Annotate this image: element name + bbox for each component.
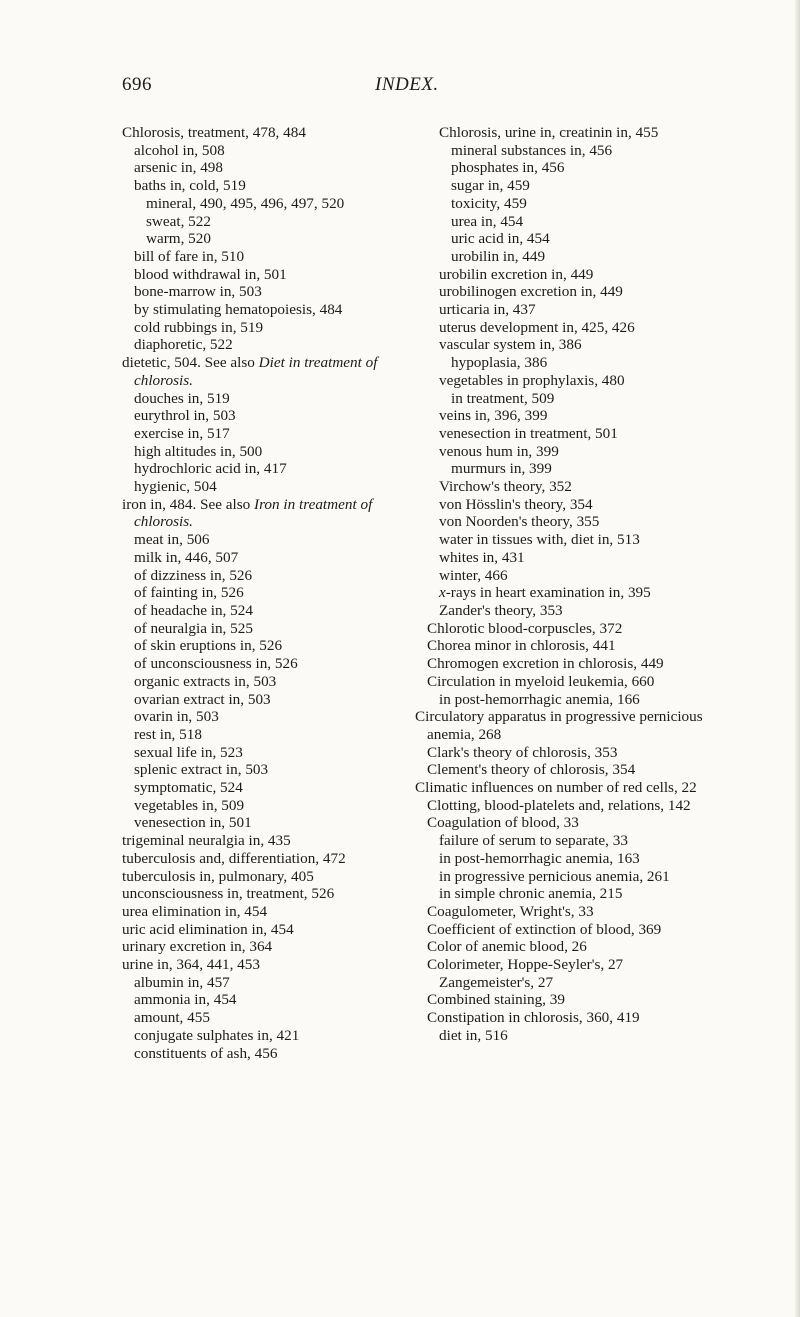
index-entry xyxy=(427,336,739,354)
index-entry xyxy=(427,655,739,673)
index-entry xyxy=(122,336,412,354)
index-entry xyxy=(427,195,739,213)
index-entry xyxy=(122,478,412,496)
index-entry-text: mineral, 490, 495, 496, 497, 520 xyxy=(146,194,345,212)
index-entry-text: Clark's theory of chlorosis, 353 xyxy=(427,743,618,761)
index-entry-text: trigeminal neuralgia in, 435 xyxy=(122,832,291,850)
index-entry xyxy=(427,177,739,195)
index-entry-text: von Noorden's theory, 355 xyxy=(439,513,600,531)
index-entry-text: Coagulation of blood, 33 xyxy=(427,814,579,832)
index-column-left xyxy=(122,124,412,1062)
index-entry xyxy=(122,283,412,301)
index-entry-text: urinary excretion in, 364 xyxy=(122,938,273,956)
index-entry xyxy=(427,283,739,301)
index-entry xyxy=(122,620,412,638)
index-entry xyxy=(122,868,412,886)
index-entry xyxy=(122,159,412,177)
index-entry xyxy=(427,673,739,691)
index-entry xyxy=(427,850,739,868)
index-entry-text: bone-marrow in, 503 xyxy=(134,283,262,301)
index-entry-text: whites in, 431 xyxy=(439,548,525,566)
index-entry-text: cold rubbings in, 519 xyxy=(134,318,264,336)
index-entry-cross-reference: Diet in treatment of chlorosis. xyxy=(134,354,378,389)
index-entry-text: toxicity, 459 xyxy=(451,194,527,212)
index-entry xyxy=(427,460,739,478)
index-entry-text: hydrochloric acid in, 417 xyxy=(134,460,287,478)
index-entry xyxy=(122,443,412,461)
index-entry-text: urea elimination in, 454 xyxy=(122,902,268,920)
index-entry-text: of headache in, 524 xyxy=(134,601,253,619)
index-entry-text: unconsciousness in, treatment, 526 xyxy=(122,885,335,903)
index-entry xyxy=(427,991,739,1009)
index-entry-text: iron in, 484. See also xyxy=(122,495,255,513)
index-entry xyxy=(427,797,739,815)
index-entry-text: diaphoretic, 522 xyxy=(134,336,233,354)
index-entry-text: symptomatic, 524 xyxy=(134,779,243,797)
index-entry xyxy=(122,1027,412,1045)
index-entry-text: urea in, 454 xyxy=(451,212,524,230)
index-entry-text: Chlorosis, urine in, creatinin in, 455 xyxy=(439,124,659,141)
index-entry-cross-reference: Iron in treatment of chlorosis. xyxy=(134,495,373,531)
index-entry xyxy=(122,213,412,231)
index-entry xyxy=(427,814,739,832)
index-entry xyxy=(427,921,739,939)
index-entry xyxy=(122,496,412,531)
index-entry xyxy=(427,956,739,974)
index-entry xyxy=(427,868,739,886)
index-entry-text: organic extracts in, 503 xyxy=(134,672,277,690)
index-entry-text: Coefficient of extinction of blood, 369 xyxy=(427,920,662,938)
index-entry xyxy=(427,567,739,585)
index-entry xyxy=(427,637,739,655)
index-entry-text: albumin in, 457 xyxy=(134,973,230,991)
index-entry xyxy=(427,744,739,762)
index-entry xyxy=(122,354,412,389)
index-entry xyxy=(122,301,412,319)
index-entry-text: bill of fare in, 510 xyxy=(134,247,245,265)
index-entry-text: murmurs in, 399 xyxy=(451,460,552,478)
index-entry-text: Constipation in chlorosis, 360, 419 xyxy=(427,1009,640,1027)
index-entry xyxy=(427,142,739,160)
index-entry-text: high altitudes in, 500 xyxy=(134,442,263,460)
index-entry xyxy=(427,372,739,390)
index-entry xyxy=(415,779,739,797)
index-entry-text: in post-hemorrhagic anemia, 166 xyxy=(439,690,640,708)
index-entry xyxy=(122,531,412,549)
index-entry-text: in treatment, 509 xyxy=(451,389,555,407)
index-entry-text: warm, 520 xyxy=(146,230,211,248)
index-entry-text: baths in, cold, 519 xyxy=(134,177,246,195)
index-entry xyxy=(427,974,739,992)
index-entry-text: amount, 455 xyxy=(134,1009,210,1027)
index-entry-text: douches in, 519 xyxy=(134,389,230,407)
index-entry-text: -rays in heart examination in, 395 xyxy=(445,584,651,602)
index-entry xyxy=(122,637,412,655)
index-entry xyxy=(122,673,412,691)
index-entry xyxy=(122,549,412,567)
index-entry xyxy=(427,584,739,602)
index-entry-text: splenic extract in, 503 xyxy=(134,761,269,779)
index-entry-text: uric acid in, 454 xyxy=(451,230,550,248)
index-entry-text: urticaria in, 437 xyxy=(439,301,536,319)
index-entry xyxy=(427,602,739,620)
index-entry xyxy=(122,390,412,408)
index-entry-text: ovarin in, 503 xyxy=(134,708,219,726)
index-entry xyxy=(122,230,412,248)
index-entry xyxy=(122,655,412,673)
index-entry-text: of fainting in, 526 xyxy=(134,584,244,602)
index-entry-text: milk in, 446, 507 xyxy=(134,548,239,566)
running-head: INDEX. xyxy=(375,74,439,95)
index-entry-text: vegetables in prophylaxis, 480 xyxy=(439,371,625,389)
index-entry xyxy=(427,354,739,372)
index-entry-text: tuberculosis in, pulmonary, 405 xyxy=(122,867,314,885)
index-entry xyxy=(122,832,412,850)
index-entry xyxy=(122,885,412,903)
index-entry xyxy=(122,407,412,425)
index-entry xyxy=(122,797,412,815)
index-entry xyxy=(122,850,412,868)
index-entry-text: Circulatory apparatus in progressive pernicious anemia, 268 xyxy=(415,708,703,743)
index-entry-text: in progressive pernicious anemia, 261 xyxy=(439,867,670,885)
index-entry-text: Circulation in myeloid leukemia, 660 xyxy=(427,672,655,690)
index-column-right xyxy=(415,124,739,1045)
index-entry-text: ovarian extract in, 503 xyxy=(134,690,271,708)
index-entry xyxy=(427,443,739,461)
index-entry-text: Virchow's theory, 352 xyxy=(439,478,572,496)
index-entry xyxy=(427,124,739,142)
index-entry-text: mineral substances in, 456 xyxy=(451,141,613,159)
index-entry xyxy=(122,726,412,744)
index-entry xyxy=(122,584,412,602)
index-entry-text: vascular system in, 386 xyxy=(439,336,582,354)
index-entry-text: Chorea minor in chlorosis, 441 xyxy=(427,637,616,655)
index-entry-text: Chromogen excretion in chlorosis, 449 xyxy=(427,655,664,673)
index-entry xyxy=(427,1027,739,1045)
index-entry-text: arsenic in, 498 xyxy=(134,159,223,177)
index-entry xyxy=(122,1009,412,1027)
index-entry xyxy=(427,938,739,956)
index-entry-text: von Hösslin's theory, 354 xyxy=(439,495,593,513)
index-entry xyxy=(122,602,412,620)
index-entry-text: Color of anemic blood, 26 xyxy=(427,938,587,956)
index-entry xyxy=(427,1009,739,1027)
index-entry-text: ammonia in, 454 xyxy=(134,991,237,1009)
index-entry xyxy=(122,991,412,1009)
index-entry xyxy=(122,460,412,478)
index-entry xyxy=(122,567,412,585)
index-entry xyxy=(122,177,412,195)
index-entry xyxy=(122,266,412,284)
index-entry-text: Clement's theory of chlorosis, 354 xyxy=(427,761,636,779)
index-entry xyxy=(122,319,412,337)
page-number: 696 xyxy=(122,74,152,95)
index-entry-text: rest in, 518 xyxy=(134,725,202,743)
index-entry-text: urobilin in, 449 xyxy=(451,247,546,265)
index-entry-italic-prefix: x xyxy=(439,584,446,602)
index-entry xyxy=(427,531,739,549)
index-entry-text: sugar in, 459 xyxy=(451,177,530,195)
index-entry xyxy=(427,761,739,779)
index-entry xyxy=(122,779,412,797)
index-entry-text: of skin eruptions in, 526 xyxy=(134,637,283,655)
index-entry-text: phosphates in, 456 xyxy=(451,159,565,177)
index-entry-text: hypoplasia, 386 xyxy=(451,354,548,372)
index-entry-text: urobilinogen excretion in, 449 xyxy=(439,283,623,301)
index-entry-text: meat in, 506 xyxy=(134,531,210,549)
index-entry xyxy=(415,708,739,743)
index-entry-text: blood withdrawal in, 501 xyxy=(134,265,287,283)
index-entry xyxy=(122,956,412,974)
index-entry-text: Colorimeter, Hoppe-Seyler's, 27 xyxy=(427,956,624,974)
index-entry xyxy=(122,708,412,726)
index-entry-text: uterus development in, 425, 426 xyxy=(439,318,635,336)
index-entry xyxy=(122,921,412,939)
index-entry-text: winter, 466 xyxy=(439,566,508,584)
index-entry xyxy=(122,248,412,266)
index-entry xyxy=(122,938,412,956)
index-entry-text: alcohol in, 508 xyxy=(134,141,225,159)
index-entry-text: vegetables in, 509 xyxy=(134,796,245,814)
index-entry xyxy=(427,159,739,177)
index-entry-text: tuberculosis and, differentiation, 472 xyxy=(122,849,346,867)
index-entry xyxy=(427,549,739,567)
index-entry-text: urine in, 364, 441, 453 xyxy=(122,956,260,974)
index-entry-text: sweat, 522 xyxy=(146,212,211,230)
index-entry xyxy=(427,691,739,709)
index-entry xyxy=(427,513,739,531)
index-entry-text: by stimulating hematopoiesis, 484 xyxy=(134,301,343,319)
index-entry xyxy=(427,885,739,903)
index-entry xyxy=(427,478,739,496)
index-entry-text: Zangemeister's, 27 xyxy=(439,973,554,991)
index-entry-text: veins in, 396, 399 xyxy=(439,407,548,425)
index-entry-text: uric acid elimination in, 454 xyxy=(122,920,294,938)
index-entry-text: failure of serum to separate, 33 xyxy=(439,832,628,850)
index-entry xyxy=(427,903,739,921)
index-entry xyxy=(122,814,412,832)
index-entry xyxy=(427,266,739,284)
index-entry-text: of unconsciousness in, 526 xyxy=(134,655,298,673)
index-entry-text: diet in, 516 xyxy=(439,1026,508,1044)
index-entry xyxy=(427,248,739,266)
index-entry xyxy=(122,691,412,709)
index-entry xyxy=(427,496,739,514)
index-entry xyxy=(122,744,412,762)
index-entry-text: exercise in, 517 xyxy=(134,424,230,442)
index-entry-text: conjugate sulphates in, 421 xyxy=(134,1026,300,1044)
index-entry-text: Coagulometer, Wright's, 33 xyxy=(427,902,594,920)
index-entry-text: eurythrol in, 503 xyxy=(134,407,236,425)
index-entry-text: constituents of ash, 456 xyxy=(134,1044,278,1062)
index-entry xyxy=(427,213,739,231)
index-entry xyxy=(122,761,412,779)
index-entry xyxy=(427,230,739,248)
index-entry-text: venesection in, 501 xyxy=(134,814,252,832)
index-entry xyxy=(122,974,412,992)
index-entry xyxy=(427,390,739,408)
index-entry-text: water in tissues with, diet in, 513 xyxy=(439,531,640,549)
index-entry-text: Zander's theory, 353 xyxy=(439,601,563,619)
index-entry-text: Climatic influences on number of red cells, 22 xyxy=(415,779,697,797)
index-entry xyxy=(122,124,412,142)
index-entry-text: sexual life in, 523 xyxy=(134,743,243,761)
index-entry xyxy=(122,425,412,443)
index-entry xyxy=(427,425,739,443)
index-entry-text: venous hum in, 399 xyxy=(439,442,559,460)
index-entry-text: of dizziness in, 526 xyxy=(134,566,253,584)
index-entry xyxy=(122,903,412,921)
index-entry-text: hygienic, 504 xyxy=(134,478,217,496)
index-entry-text: in post-hemorrhagic anemia, 163 xyxy=(439,849,640,867)
index-entry xyxy=(427,319,739,337)
index-entry xyxy=(427,407,739,425)
index-entry xyxy=(427,832,739,850)
index-entry xyxy=(427,620,739,638)
index-entry-text: of neuralgia in, 525 xyxy=(134,619,253,637)
index-entry-text: Clotting, blood-platelets and, relations, 142 xyxy=(427,796,691,814)
index-entry xyxy=(427,301,739,319)
index-entry-text: venesection in treatment, 501 xyxy=(439,424,618,442)
index-entry xyxy=(122,142,412,160)
index-entry-text: Chlorosis, treatment, 478, 484 xyxy=(122,124,306,141)
index-entry xyxy=(122,1045,412,1063)
index-entry-text: Chlorotic blood-corpuscles, 372 xyxy=(427,619,623,637)
index-entry-text: Combined staining, 39 xyxy=(427,991,565,1009)
index-entry-text: in simple chronic anemia, 215 xyxy=(439,885,623,903)
index-entry-text: dietetic, 504. See also xyxy=(122,354,259,372)
index-entry-text: urobilin excretion in, 449 xyxy=(439,265,594,283)
page-edge-shadow xyxy=(794,0,800,1317)
index-entry xyxy=(122,195,412,213)
page-header xyxy=(0,74,800,104)
